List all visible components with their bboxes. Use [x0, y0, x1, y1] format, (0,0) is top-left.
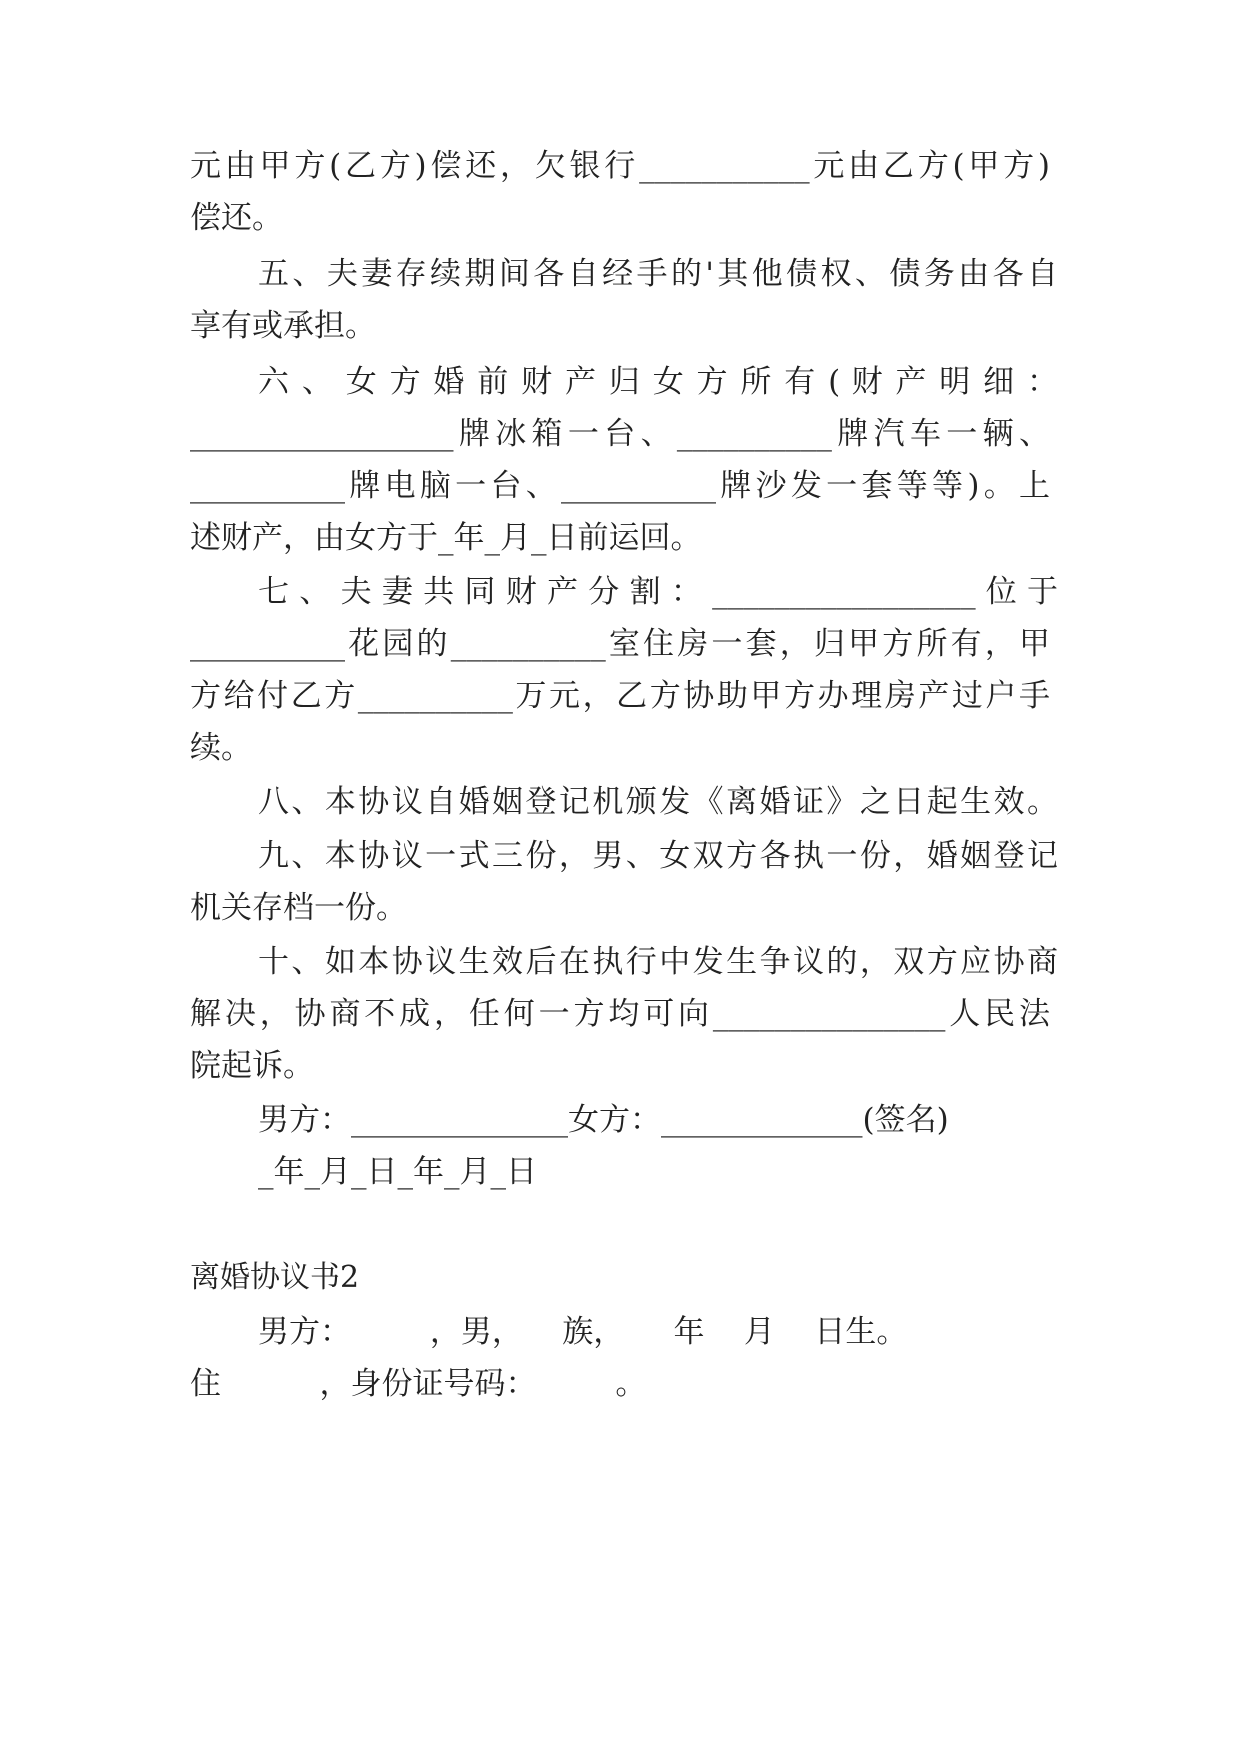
text-line: 住 ，身份证号码： 。 [190, 1366, 647, 1402]
text-line: 八、本协议自婚姻登记机颁发《离婚证》之日起生效。 [258, 784, 1058, 820]
text-line: 十、如本协议生效后在执行中发生争议的，双方应协商 [258, 944, 1058, 980]
text-line: 元由甲方(乙方)偿还，欠银行___________元由乙方(甲方) [190, 148, 1050, 184]
text-line: __________牌电脑一台、__________牌沙发一套等等)。上 [190, 468, 1050, 504]
text-line: 偿还。 [190, 200, 283, 236]
text-line: 院起诉。 [190, 1048, 314, 1084]
text-line: 享有或承担。 [190, 308, 376, 344]
section-title: 离婚协议书2 [190, 1260, 360, 1295]
text-line: 六 、 女 方 婚 前 财 产 归 女 方 所 有 ( 财 产 明 细 ： [258, 364, 1058, 400]
text-line: __________花园的__________室住房一套，归甲方所有，甲 [190, 626, 1050, 662]
text-line: 述财产，由女方于_年_月_日前运回。 [190, 520, 702, 556]
text-line: 男方： ，男， 族， 年 月 日生。 [258, 1314, 908, 1350]
signature-line: 男方：______________女方：_____________(签名) [258, 1102, 949, 1138]
text-line: 九、本协议一式三份，男、女双方各执一份，婚姻登记 [258, 838, 1058, 874]
text-line: 机关存档一份。 [190, 890, 407, 926]
date-line: _年_月_日_年_月_日 [258, 1154, 537, 1190]
text-line: 解决，协商不成，任何一方均可向_______________人民法 [190, 996, 1050, 1032]
text-line: 方给付乙方__________万元，乙方协助甲方办理房产过户手 [190, 678, 1050, 714]
text-line: 五、夫妻存续期间各自经手的'其他债权、债务由各自 [258, 256, 1058, 292]
text-line: _________________牌冰箱一台、__________牌汽车一辆、 [190, 416, 1050, 452]
text-line: 续。 [190, 730, 252, 766]
text-line: 七 、 夫 妻 共 同 财 产 分 割 ： _________________ 位 于 [258, 574, 1058, 610]
